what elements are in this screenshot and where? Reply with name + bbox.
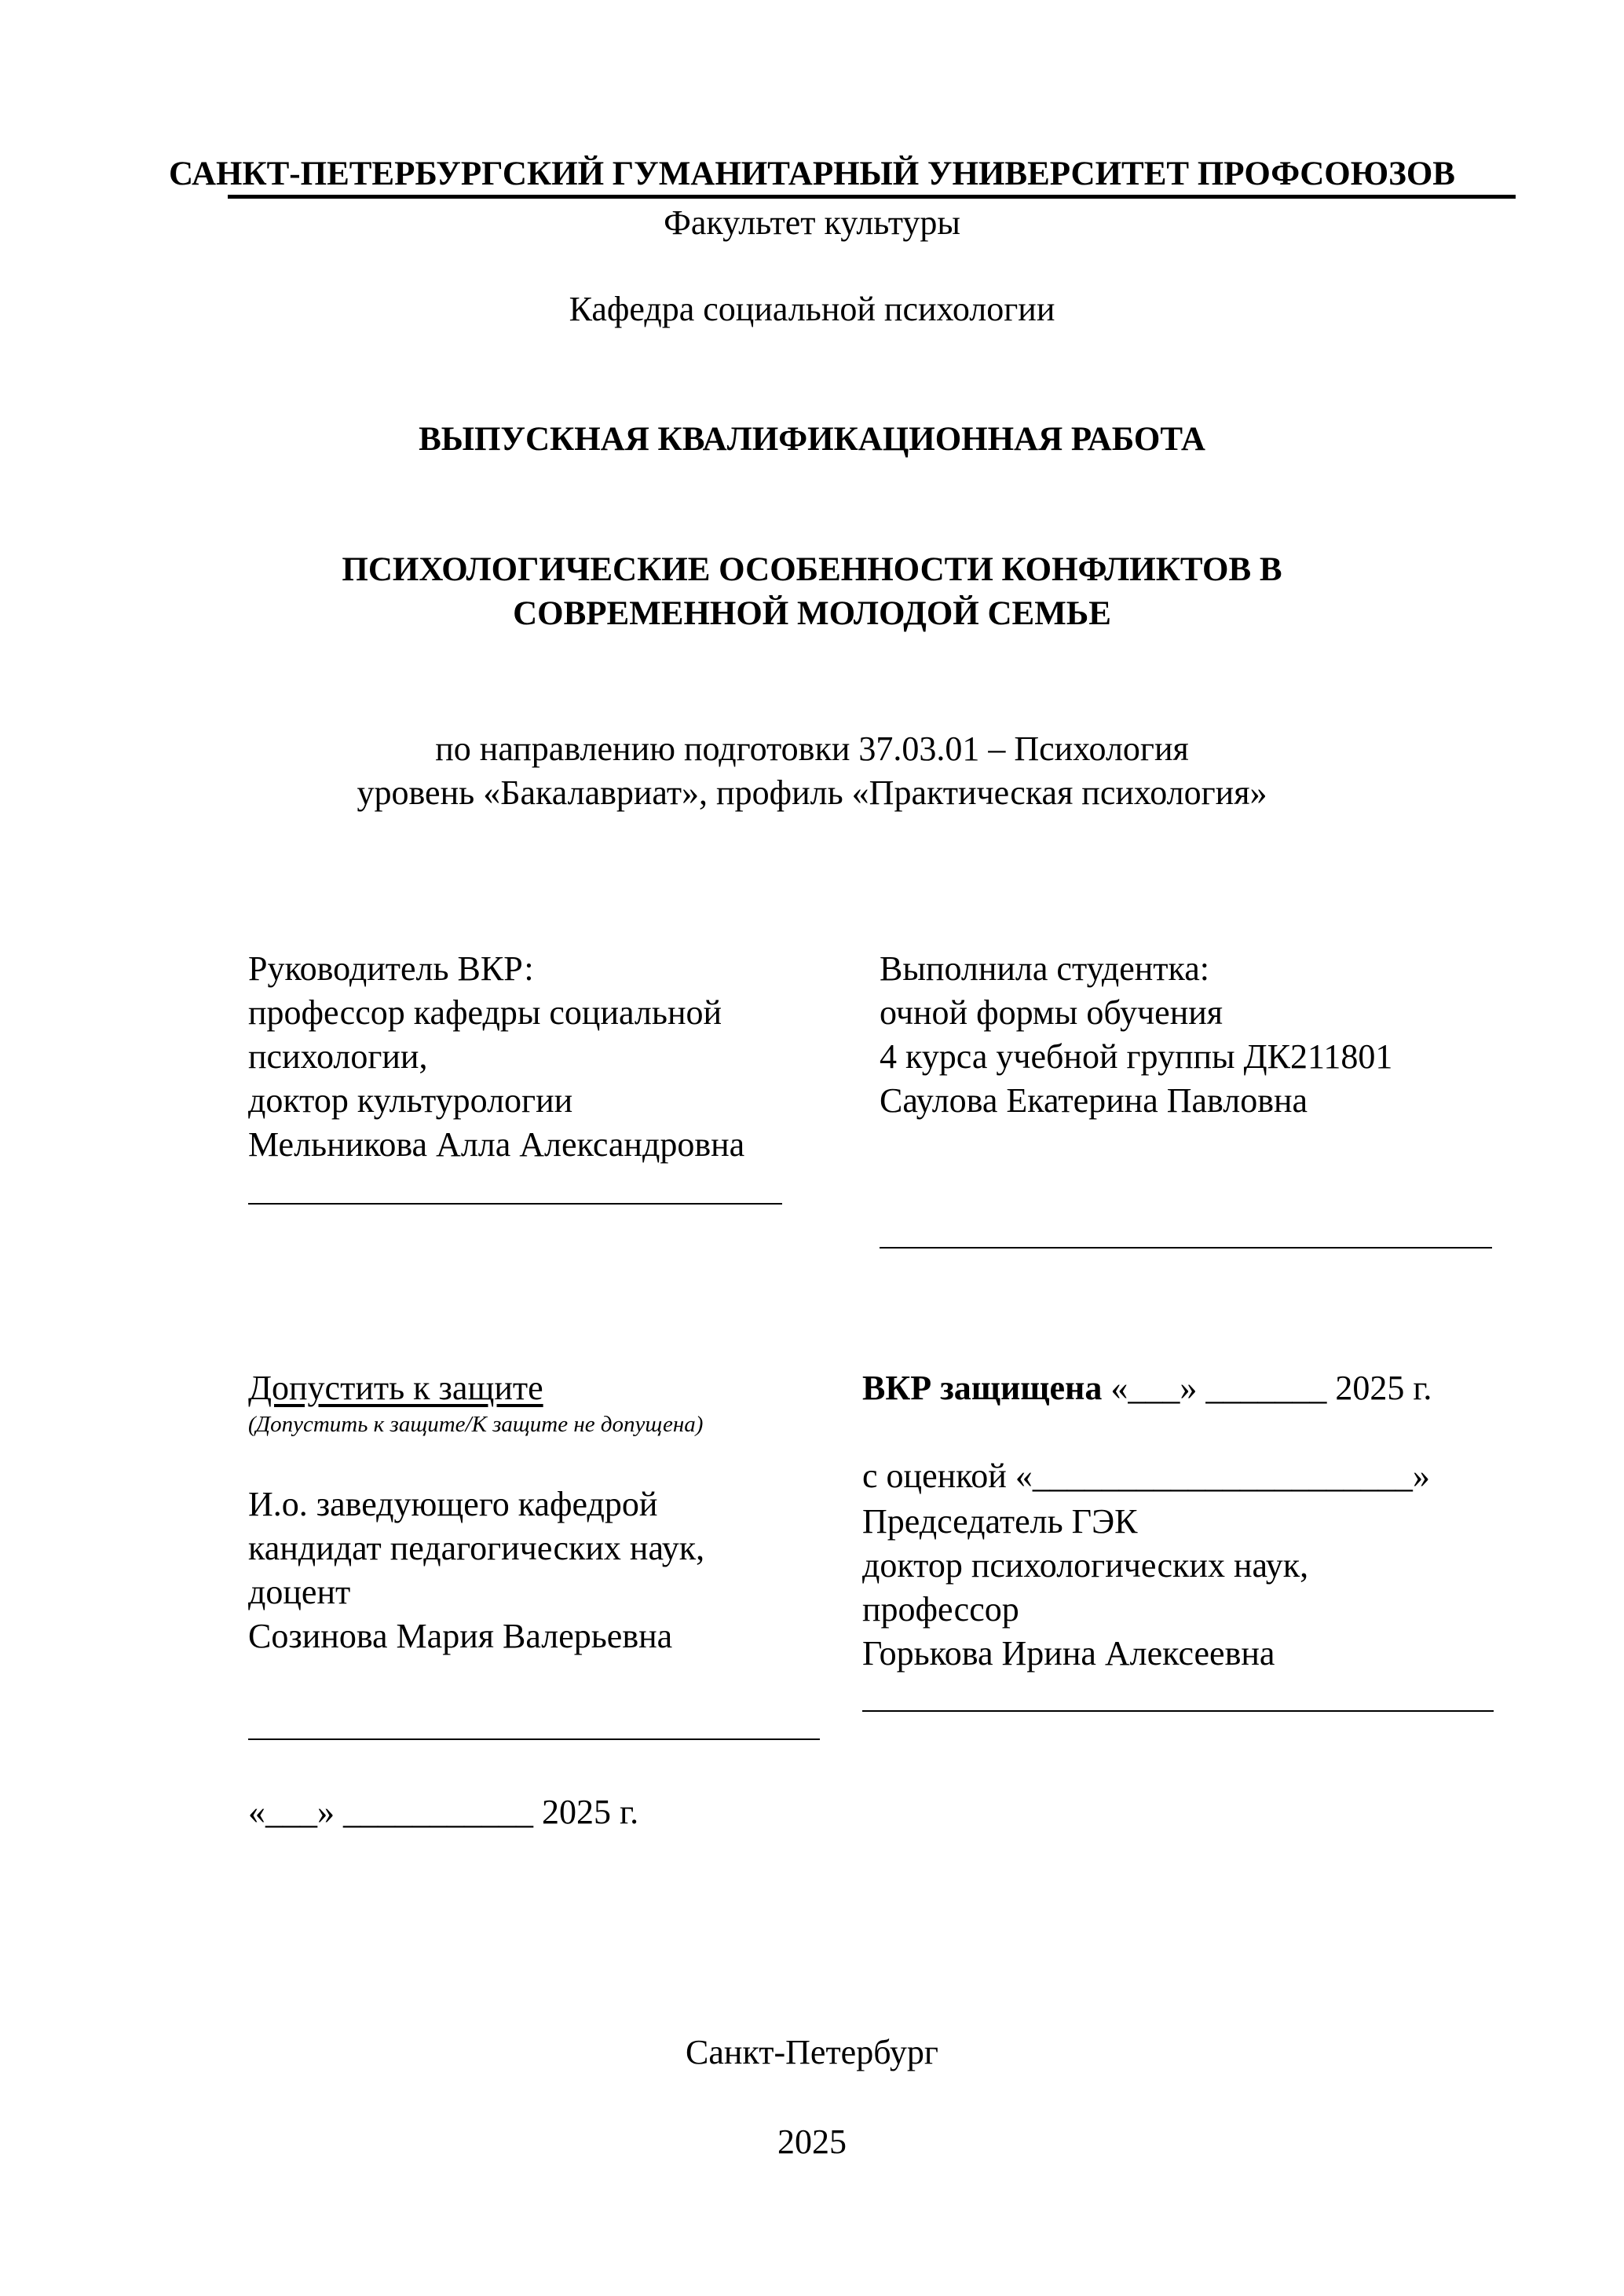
- university-name: САНКТ-ПЕТЕРБУРГСКИЙ ГУМАНИТАРНЫЙ УНИВЕРСИТЕТ ПРОФСОЮЗОВ: [169, 155, 1455, 192]
- defense-status: [862, 1366, 1432, 1410]
- student-name: Саулова Екатерина Павловна: [880, 1081, 1308, 1120]
- year: 2025: [777, 2122, 847, 2161]
- work-title-line-2: СОВРЕМЕННОЙ МОЛОДОЙ СЕМЬЕ: [513, 595, 1111, 632]
- gek-chair-line: Председатель ГЭК: [862, 1502, 1138, 1541]
- work-type: ВЫПУСКНАЯ КВАЛИФИКАЦИОННАЯ РАБОТА: [419, 421, 1205, 458]
- department-head-signature-line: [248, 1738, 820, 1740]
- student-line: 4 курса учебной группы ДК211801: [880, 1037, 1393, 1076]
- supervisor-name: Мельникова Алла Александровна: [248, 1125, 745, 1164]
- supervisor-block: [248, 947, 744, 1167]
- department-head-block: [248, 1483, 704, 1658]
- admission-label: Допустить к защите: [248, 1369, 543, 1407]
- gek-chair-block: [862, 1500, 1308, 1676]
- department-head-line: доцент: [248, 1573, 351, 1611]
- admission-note: (Допустить к защите/К защите не допущена): [248, 1412, 704, 1437]
- department-head-line: И.о. заведующего кафедрой: [248, 1485, 658, 1523]
- university-rule: [228, 195, 1516, 199]
- supervisor-line: психологии,: [248, 1037, 428, 1076]
- supervisor-line: доктор культурологии: [248, 1081, 573, 1120]
- student-signature-line: [880, 1247, 1492, 1249]
- defense-grade: с оценкой «______________________»: [862, 1457, 1430, 1495]
- defense-label: ВКР защищена: [862, 1369, 1103, 1407]
- gek-chair-name: Горькова Ирина Алексеевна: [862, 1634, 1275, 1673]
- student-line: Выполнила студентка:: [880, 949, 1209, 988]
- department-head-name: Созинова Мария Валерьевна: [248, 1617, 673, 1655]
- supervisor-line: Руководитель ВКР:: [248, 949, 534, 988]
- gek-chair-line: профессор: [862, 1590, 1019, 1629]
- direction-line-1: по направлению подготовки 37.03.01 – Психология: [435, 729, 1189, 768]
- student-block: [880, 947, 1392, 1123]
- gek-chair-signature-line: [862, 1710, 1494, 1712]
- department-name: Кафедра социальной психологии: [569, 290, 1055, 328]
- gek-chair-line: доктор психологических наук,: [862, 1546, 1309, 1585]
- direction-line-2: уровень «Бакалавриат», профиль «Практическая психология»: [357, 773, 1267, 812]
- defense-date: «___» _______ 2025 г.: [1102, 1369, 1432, 1407]
- supervisor-signature-line: [248, 1203, 782, 1205]
- work-title-line-1: ПСИХОЛОГИЧЕСКИЕ ОСОБЕННОСТИ КОНФЛИКТОВ В: [342, 551, 1282, 588]
- faculty-name: Факультет культуры: [664, 203, 960, 242]
- city: Санкт-Петербург: [686, 2033, 938, 2071]
- student-line: очной формы обучения: [880, 993, 1223, 1032]
- admission-date: «___» ___________ 2025 г.: [248, 1793, 639, 1831]
- supervisor-line: профессор кафедры социальной: [248, 993, 722, 1032]
- department-head-line: кандидат педагогических наук,: [248, 1529, 705, 1567]
